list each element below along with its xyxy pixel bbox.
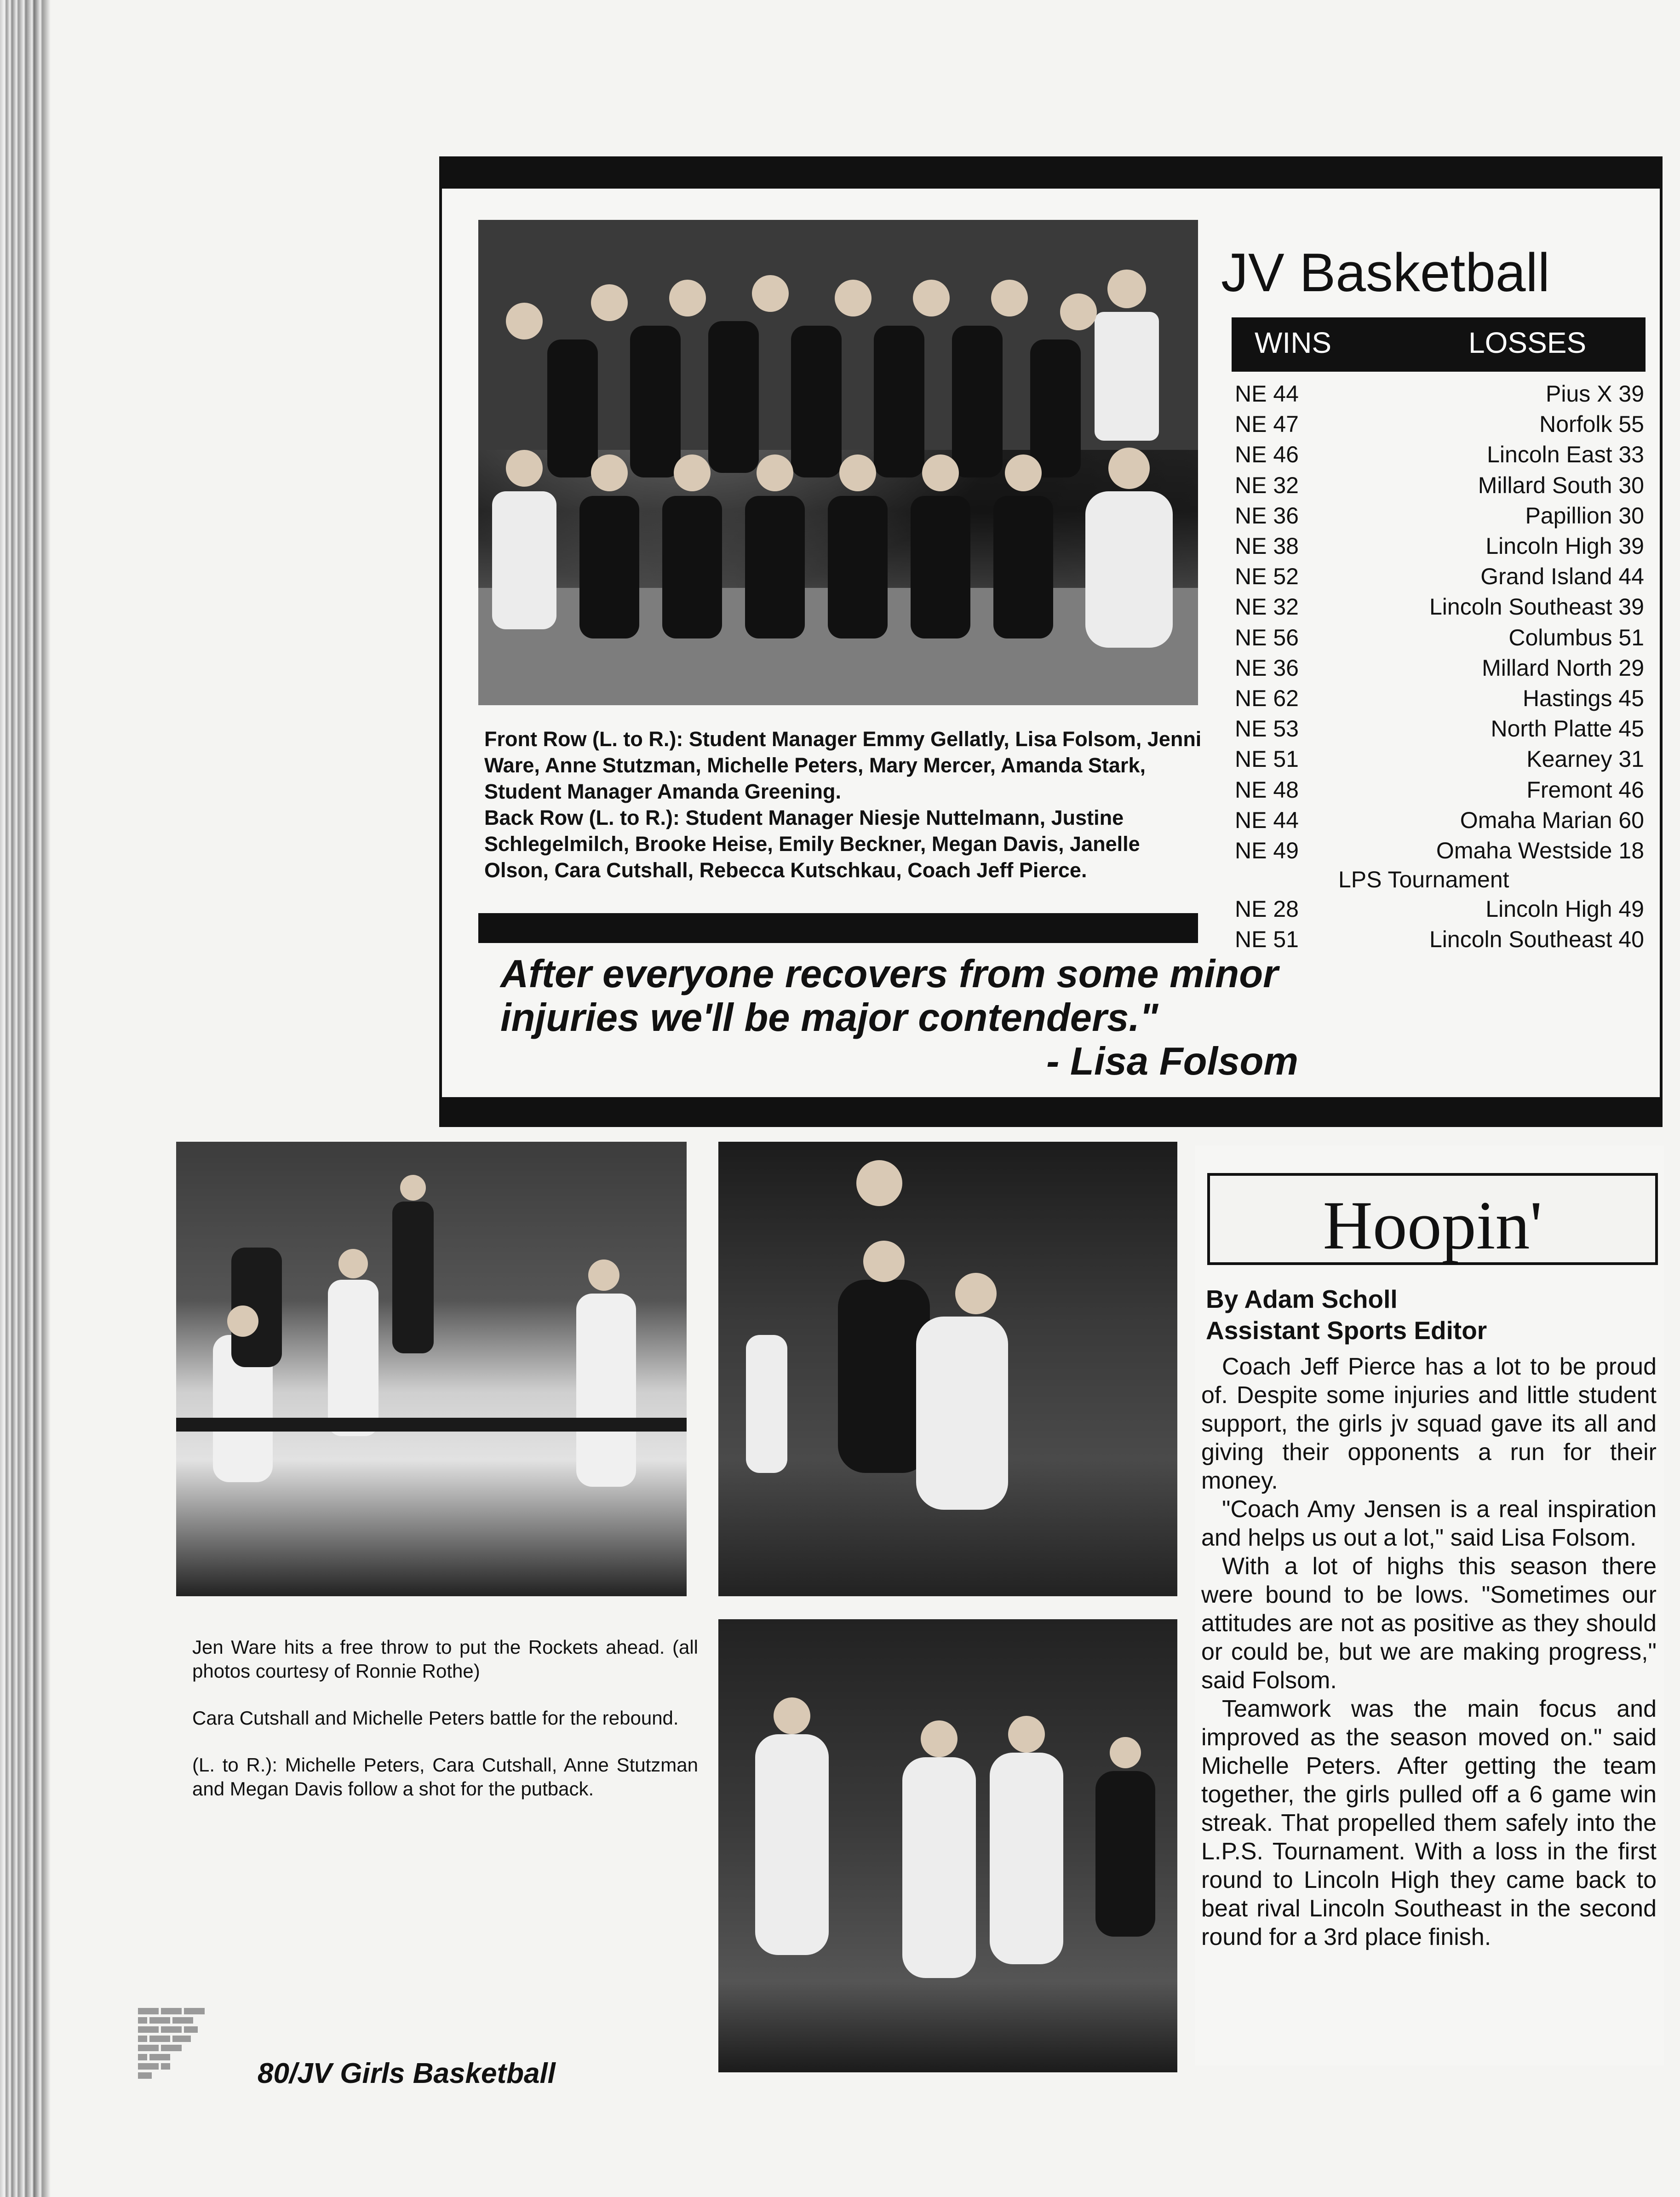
ne-score: NE 56 bbox=[1235, 624, 1299, 650]
score-row bbox=[1235, 441, 1644, 471]
story-headline: Hoopin' bbox=[1323, 1187, 1542, 1264]
ne-score: NE 44 bbox=[1235, 381, 1299, 407]
opponent-score: Norfolk 55 bbox=[1539, 411, 1644, 437]
team-photo-figures bbox=[478, 220, 1198, 705]
story-paragraph: Teamwork was the main focus and improved as the season moved on." said Michelle Peters. After getting the team together, the girls pulled off a 6 game win streak. That propelled them safely into the L.P.S. Tournament. With a loss in the first round to Lincoln High they came back to beat rival Lincoln Southeast in the second round for a 3rd place finish. bbox=[1201, 1696, 1657, 1950]
score-row bbox=[1235, 776, 1644, 806]
opponent-score: Omaha Westside 18 bbox=[1436, 838, 1644, 863]
ne-score: NE 51 bbox=[1235, 926, 1299, 953]
opponent-score: Grand Island 44 bbox=[1480, 564, 1644, 590]
story-paragraph: With a lot of highs this season there were bound to be lows. "Sometimes our attitudes are not as positive as they should or could be, but we are making progress," said Folsom. bbox=[1201, 1553, 1657, 1694]
tournament-score-row bbox=[1235, 926, 1644, 955]
page-binding-edge bbox=[0, 0, 51, 2197]
tournament-score-row bbox=[1235, 896, 1644, 925]
score-row bbox=[1235, 655, 1644, 684]
putback-figures bbox=[718, 1619, 1177, 2072]
opponent-score: Pius X 39 bbox=[1545, 381, 1644, 407]
brick-wall-icon bbox=[138, 2008, 207, 2091]
ne-score: NE 49 bbox=[1235, 838, 1299, 863]
rebound-figures bbox=[718, 1142, 1177, 1596]
back-row-caption: Back Row (L. to R.): Student Manager Niesje Nuttelmann, Justine Schlegelmilch, Brooke Heise, Emily Beckner, Megan Davis, Janelle Olson, Cara Cutshall, Rebecca Kutschkau, Coach Jeff Pierce. bbox=[484, 806, 1140, 882]
ne-score: NE 32 bbox=[1235, 472, 1299, 498]
ne-score: NE 53 bbox=[1235, 716, 1299, 742]
free-throw-figures bbox=[176, 1142, 687, 1596]
byline-name: By Adam Scholl bbox=[1206, 1285, 1398, 1313]
ne-score: NE 44 bbox=[1235, 807, 1299, 833]
opponent-score: Millard South 30 bbox=[1478, 472, 1644, 498]
ne-score: NE 47 bbox=[1235, 411, 1299, 437]
rebound-photo bbox=[718, 1142, 1177, 1596]
quote-attribution: - Lisa Folsom bbox=[1046, 1040, 1298, 1083]
opponent-score: Omaha Marian 60 bbox=[1460, 807, 1644, 833]
ne-score: NE 52 bbox=[1235, 564, 1299, 590]
opponent-score: Lincoln Southeast 40 bbox=[1429, 926, 1644, 953]
ne-score: NE 48 bbox=[1235, 776, 1299, 803]
opponent-score: North Platte 45 bbox=[1491, 716, 1644, 742]
wins-header: WINS bbox=[1255, 326, 1332, 359]
story-headline-box bbox=[1207, 1173, 1658, 1265]
losses-header: LOSSES bbox=[1468, 326, 1587, 359]
story-paragraph: "Coach Amy Jensen is a real inspiration and helps us out a lot," said Lisa Folsom. bbox=[1201, 1496, 1657, 1551]
photo-captions bbox=[192, 1635, 698, 1824]
team-photo bbox=[478, 220, 1198, 705]
opponent-score: Lincoln East 33 bbox=[1487, 442, 1644, 468]
score-row bbox=[1235, 746, 1644, 775]
free-throw-photo bbox=[176, 1142, 687, 1596]
page-folio: 80/JV Girls Basketball bbox=[258, 2058, 556, 2089]
opponent-score: Papillion 30 bbox=[1525, 502, 1644, 529]
score-row bbox=[1235, 624, 1644, 654]
score-row bbox=[1235, 563, 1644, 592]
opponent-score: Lincoln High 39 bbox=[1485, 533, 1644, 559]
opponent-score: Hastings 45 bbox=[1522, 685, 1644, 711]
score-row bbox=[1235, 715, 1644, 745]
ne-score: NE 38 bbox=[1235, 533, 1299, 559]
ne-score: NE 46 bbox=[1235, 442, 1299, 468]
wins-losses-header bbox=[1232, 317, 1646, 372]
score-row bbox=[1235, 472, 1644, 501]
quote-text: After everyone recovers from some minor injuries we'll be major contenders." bbox=[500, 952, 1279, 1040]
putback-photo bbox=[718, 1619, 1177, 2072]
pull-quote bbox=[500, 952, 1305, 1083]
jv-title: JV Basketball bbox=[1221, 242, 1550, 303]
opponent-score: Lincoln Southeast 39 bbox=[1429, 594, 1644, 620]
score-row bbox=[1235, 837, 1644, 867]
top-rule bbox=[439, 156, 1663, 189]
opponent-score: Columbus 51 bbox=[1508, 624, 1644, 650]
ne-score: NE 36 bbox=[1235, 502, 1299, 529]
front-row-caption: Front Row (L. to R.): Student Manager Emmy Gellatly, Lisa Folsom, Jenni Ware, Anne Stutzman, Michelle Peters, Mary Mercer, Amanda Stark, Student Manager Amanda Greening. bbox=[484, 727, 1202, 803]
ne-score: NE 32 bbox=[1235, 594, 1299, 620]
score-row bbox=[1235, 502, 1644, 532]
tournament-label: LPS Tournament bbox=[1338, 867, 1509, 892]
score-row bbox=[1235, 807, 1644, 836]
score-row bbox=[1235, 593, 1644, 623]
ne-score: NE 36 bbox=[1235, 655, 1299, 681]
opponent-score: Fremont 46 bbox=[1526, 776, 1644, 803]
opponent-score: Kearney 31 bbox=[1526, 746, 1644, 772]
score-row bbox=[1235, 685, 1644, 714]
ne-score: NE 28 bbox=[1235, 896, 1299, 922]
opponent-score: Millard North 29 bbox=[1482, 655, 1644, 681]
byline-title: Assistant Sports Editor bbox=[1206, 1316, 1487, 1345]
story-paragraph: Coach Jeff Pierce has a lot to be proud of. Despite some injuries and little student support, the girls jv squad gave its all and giving their opponents a run for their money. bbox=[1201, 1353, 1657, 1494]
putback-caption: (L. to R.): Michelle Peters, Cara Cutshall, Anne Stutzman and Megan Davis follow a shot for the putback. bbox=[192, 1754, 698, 1800]
free-throw-caption: Jen Ware hits a free throw to put the Rockets ahead. (all photos courtesy of Ronnie Rothe) bbox=[192, 1636, 698, 1682]
score-row bbox=[1235, 533, 1644, 562]
story-body bbox=[1201, 1352, 1657, 1951]
rebound-caption: Cara Cutshall and Michelle Peters battle for the rebound. bbox=[192, 1707, 679, 1729]
ne-score: NE 51 bbox=[1235, 746, 1299, 772]
opponent-score: Lincoln High 49 bbox=[1485, 896, 1644, 922]
score-row bbox=[1235, 380, 1644, 410]
team-photo-caption bbox=[484, 726, 1202, 883]
ne-score: NE 62 bbox=[1235, 685, 1299, 711]
byline bbox=[1206, 1283, 1487, 1346]
bottom-rule bbox=[439, 1097, 1663, 1127]
quote-rule bbox=[478, 913, 1198, 943]
score-row bbox=[1235, 411, 1644, 440]
